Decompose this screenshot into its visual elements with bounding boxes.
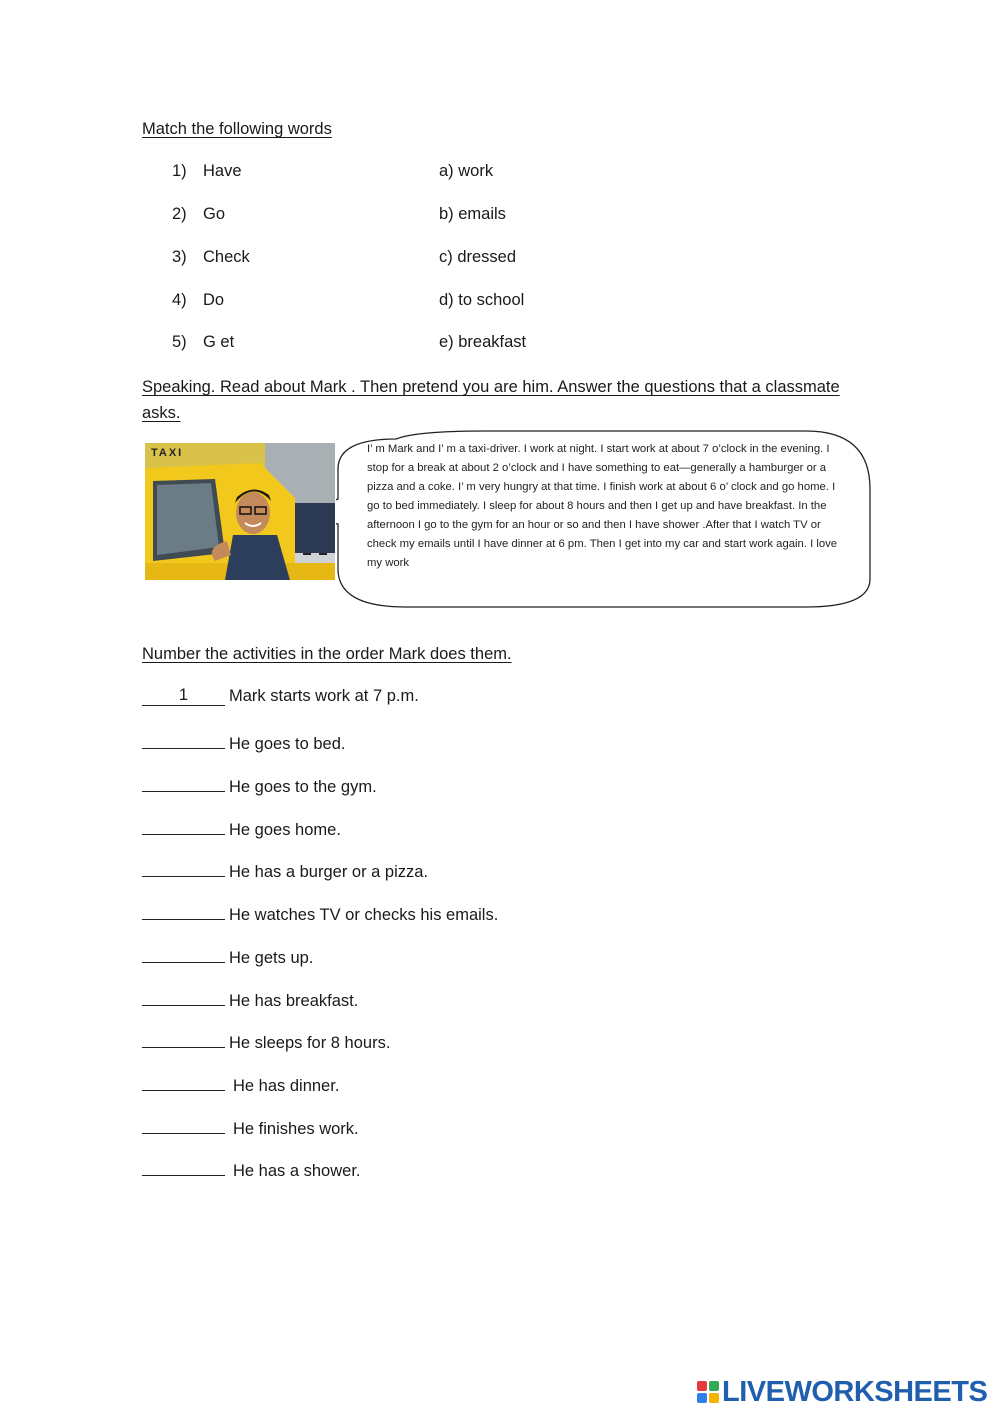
taxi-sign: TAXI (151, 447, 184, 459)
match-answer[interactable]: a) work (439, 162, 494, 180)
order-blank[interactable] (142, 730, 225, 749)
logo-mark-icon (697, 1381, 719, 1403)
match-row (0, 162, 1000, 186)
match-word: Go (203, 205, 226, 223)
order-blank[interactable] (142, 816, 225, 835)
match-word: Check (203, 248, 250, 266)
logo-square (709, 1393, 719, 1403)
order-item (142, 1157, 361, 1181)
order-activity: He goes to the gym. (229, 778, 377, 796)
order-blank[interactable] (142, 1072, 225, 1091)
order-item (142, 1115, 359, 1139)
match-number: 4) (172, 291, 187, 309)
liveworksheets-logo (697, 1375, 987, 1409)
order-activity: He sleeps for 8 hours. (229, 1034, 391, 1052)
order-item (142, 987, 358, 1011)
match-number: 5) (172, 333, 187, 351)
order-blank[interactable] (142, 1029, 225, 1048)
order-item (142, 1029, 390, 1053)
match-number: 1) (172, 162, 187, 180)
match-heading: Match the following words (142, 120, 332, 138)
match-word: Have (203, 162, 242, 180)
order-item (142, 901, 498, 925)
logo-square (697, 1381, 707, 1391)
match-row (0, 291, 1000, 315)
order-blank[interactable] (142, 858, 225, 877)
match-word: Do (203, 291, 225, 309)
order-activity: He finishes work. (233, 1120, 359, 1138)
taxi-driver-illustration (145, 443, 335, 580)
match-row (0, 205, 1000, 229)
order-item (142, 858, 428, 882)
order-activity: He has a burger or a pizza. (229, 863, 429, 881)
speaking-heading: Speaking. Read about Mark . Then pretend you are him. Answer the questions that a classmate asks. (142, 378, 840, 422)
taxi-driver-photo (145, 443, 335, 580)
order-activity: He has a shower. (233, 1162, 361, 1180)
order-blank[interactable]: 1 (142, 687, 225, 706)
order-activity: Mark starts work at 7 p.m. (229, 687, 419, 705)
order-blank[interactable] (142, 987, 225, 1006)
match-answer[interactable]: c) dressed (439, 248, 517, 266)
order-item (142, 730, 346, 754)
logo-text: LIVEWORKSHEETS (722, 1375, 988, 1408)
order-activity: He watches TV or checks his emails. (229, 906, 499, 924)
order-item (142, 944, 313, 968)
logo-square (697, 1393, 707, 1403)
order-item (142, 687, 419, 706)
order-item (142, 1072, 339, 1096)
match-row (0, 248, 1000, 272)
order-activity: He gets up. (229, 949, 314, 967)
order-heading: Number the activities in the order Mark does them. (142, 645, 512, 663)
match-word: G et (203, 333, 235, 351)
match-number: 2) (172, 205, 187, 223)
order-item (142, 773, 377, 797)
order-blank[interactable] (142, 901, 225, 920)
match-answer[interactable]: b) emails (439, 205, 506, 223)
mark-description: I’ m Mark and I’ m a taxi-driver. I work at night. I start work at about 7 o’clock in the evening. I stop for a break at about 2 o’clock and I have something to eat—generally a hamburger or a pizza and a coke. I’ m very hungry at that time. I finish work at about 6 o’ clock and go home. I go to bed immediately. I sleep for about 8 hours and then I get up and have breakfast. In the afternoon I go to the gym for an hour or so and then I have shower .After that I watch TV or check my emails until I have dinner at 6 pm. Then I get into my car and start work again. I love my work (367, 443, 838, 569)
order-blank[interactable] (142, 944, 225, 963)
match-row (0, 333, 1000, 357)
order-blank[interactable] (142, 1157, 225, 1176)
match-number: 3) (172, 248, 187, 266)
order-blank[interactable] (142, 1115, 225, 1134)
logo-square (709, 1381, 719, 1391)
order-activity: He has dinner. (233, 1077, 340, 1095)
order-blank[interactable] (142, 773, 225, 792)
order-item (142, 816, 341, 840)
order-activity: He has breakfast. (229, 992, 359, 1010)
order-activity: He goes home. (229, 821, 341, 839)
match-answer[interactable]: d) to school (439, 291, 525, 309)
match-answer[interactable]: e) breakfast (439, 333, 527, 351)
order-activity: He goes to bed. (229, 735, 346, 753)
speech-bubble (336, 429, 871, 609)
